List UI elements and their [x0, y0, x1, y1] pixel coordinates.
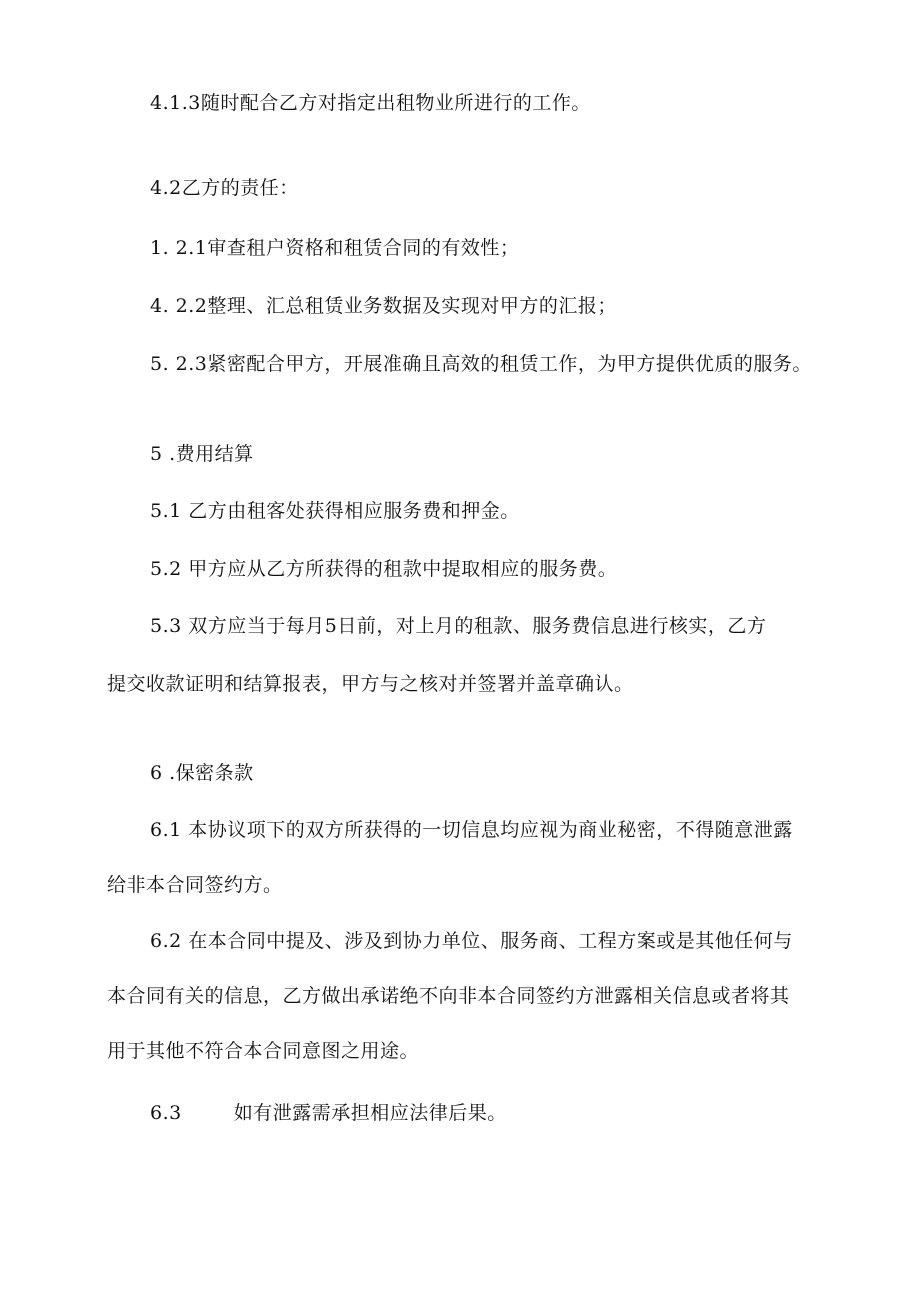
clause-4-2-2: 4. 2.2整理、汇总租赁业务数据及实现对甲方的汇报；	[150, 295, 617, 317]
clause-6-2-cont-1: 本合同有关的信息，乙方做出承诺绝不向非本合同签约方泄露相关信息或者将其	[107, 985, 790, 1007]
clause-6-1-cont: 给非本合同签约方。	[107, 874, 283, 896]
clause-6-3-number: 6.3	[150, 1102, 182, 1124]
clause-5-1: 5.1 乙方由租客处获得相应服务费和押金。	[150, 500, 520, 522]
clause-6-2: 6.2 在本合同中提及、涉及到协力单位、服务商、工程方案或是其他任何与	[150, 930, 793, 952]
clause-5-2: 5.2 甲方应从乙方所获得的租款中提取相应的服务费。	[150, 558, 618, 580]
clause-6-3-text: 如有泄露需承担相应法律后果。	[233, 1102, 507, 1124]
clause-4-1-3: 4.1.3随时配合乙方对指定出租物业所进行的工作。	[150, 92, 591, 114]
clause-6-1: 6.1 本协议项下的双方所获得的一切信息均应视为商业秘密，不得随意泄露	[150, 819, 793, 841]
section-5-heading: 5 .费用结算	[150, 443, 254, 465]
clause-6-2-cont-2: 用于其他不符合本合同意图之用途。	[107, 1040, 420, 1062]
clause-5-3: 5.3 双方应当于每月5日前，对上月的租款、服务费信息进行核实，乙方	[150, 615, 767, 637]
clause-4-2-3: 5. 2.3紧密配合甲方，开展准确且高效的租赁工作，为甲方提供优质的服务。	[150, 353, 812, 375]
section-6-heading: 6 .保密条款	[150, 762, 254, 784]
clause-4-2-heading: 4.2乙方的责任：	[150, 177, 299, 199]
clause-6-3	[150, 1101, 507, 1125]
clause-5-3-cont: 提交收款证明和结算报表，甲方与之核对并签署并盖章确认。	[107, 673, 634, 695]
clause-4-2-1: 1. 2.1审查租户资格和租赁合同的有效性；	[150, 237, 520, 259]
